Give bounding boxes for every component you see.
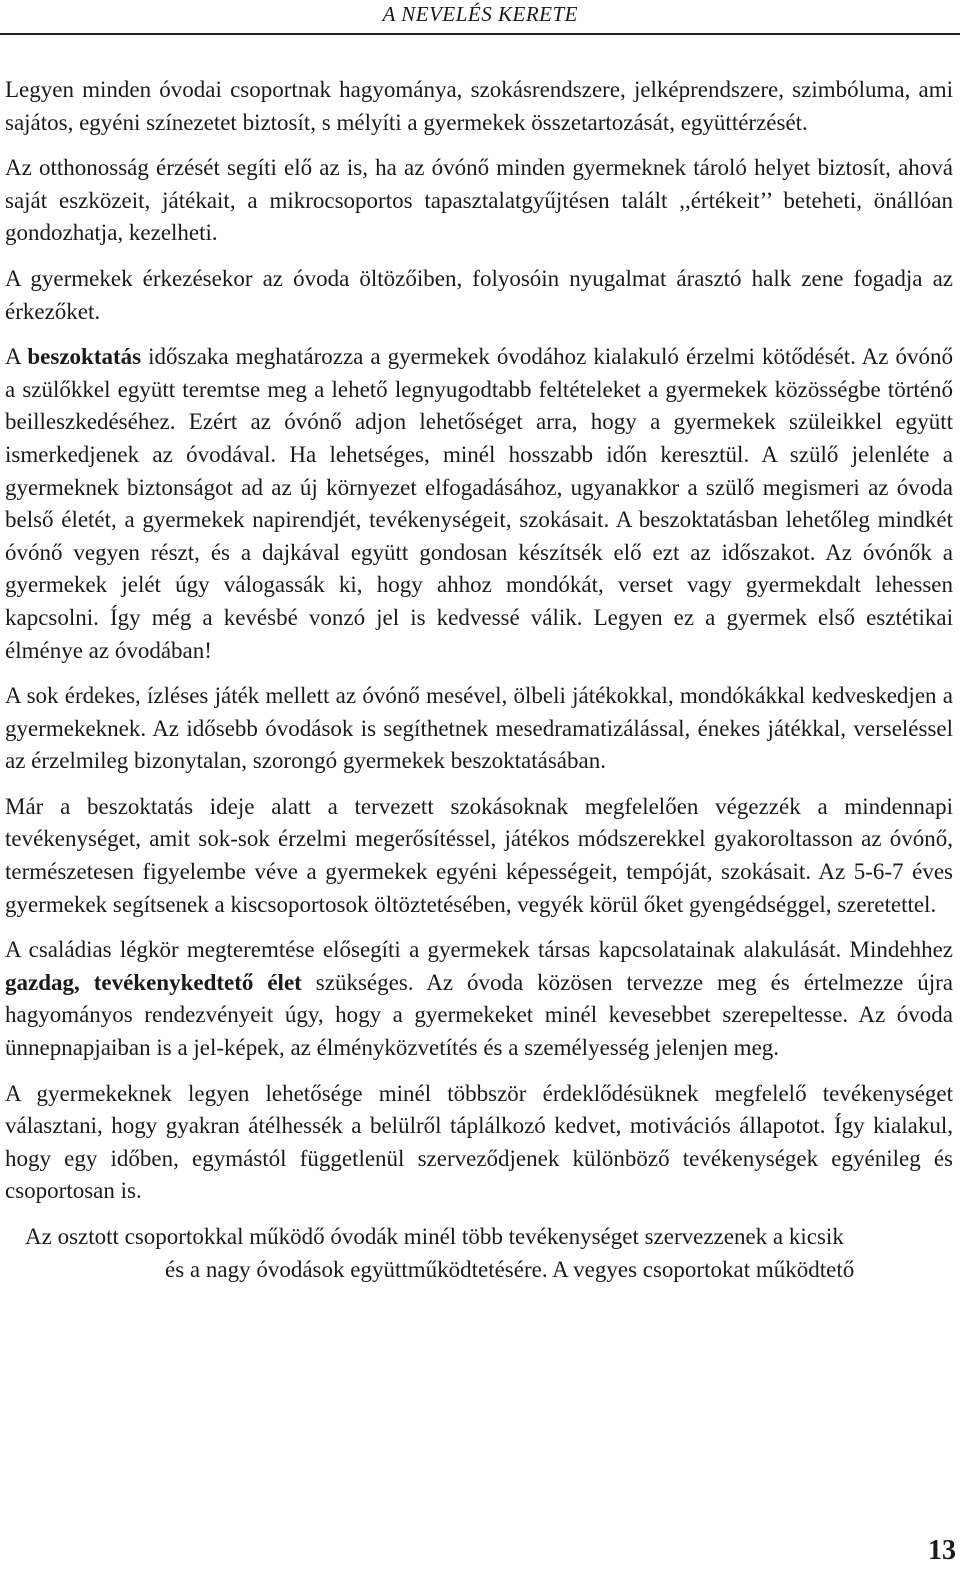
header-rule bbox=[0, 33, 960, 35]
paragraph-homeliness: Az otthonosság érzését segíti elő az is, ha az óvónő minden gyermeknek tároló helyet biztosít, ahová saját eszközeit, játékait, a mikrocsoportos tapasztalatgyűjtésen talált ,,értékeit’’ beteheti, önállóan gondozhatja, kezelheti. bbox=[5, 155, 953, 246]
paragraph-family-rest: szükséges. Az óvoda közösen tervezze meg és értelmezze újra hagyományos rendezvényeit úgy, hogy a gyermekeket minél kevesebbet szerepeltesse. Az óvoda ünnepnapjaiban is a jel-képek, az élményközvetítés és a személyesség jelenjen meg. bbox=[5, 969, 953, 1061]
running-header-title: A NEVELÉS KERETE bbox=[382, 2, 578, 26]
term-beszoktatas: beszoktatás bbox=[27, 344, 142, 370]
paragraph-arrival: A gyermekek érkezésekor az óvoda öltözőiben, folyosóin nyugalmat árasztó halk zene fogadja az érkezőket. bbox=[5, 265, 953, 324]
paragraph-games: A sok érdekes, ízléses játék mellett az óvónő mesével, ölbeli játékokkal, mondókákkal kedveskedjen a gyermekeknek. Az idősebb óvodások is segíthetnek mesedramatizálással, énekes játékkal, verseléssel az érzelmileg bizonytalan, szorongó gyermekek beszoktatásában. bbox=[5, 683, 953, 774]
paragraph-settling-in-start: A bbox=[5, 344, 28, 370]
paragraph-settling-in bbox=[5, 341, 953, 667]
paragraph-split-groups-line1: Az osztott csoportokkal működő óvodák minél több tevékenységet szervezzenek a kicsik bbox=[25, 1224, 844, 1249]
paragraph-family-atmosphere bbox=[5, 934, 953, 1064]
paragraph-split-groups bbox=[5, 1221, 953, 1286]
paragraph-split-groups-line2: és a nagy óvodások együttműködtetésére. A vegyes csoportokat működtető bbox=[165, 1256, 855, 1282]
paragraph-settling-in-rest: időszaka meghatározza a gyermekek óvodához kialakuló érzelmi kötődését. Az óvónő a szülőkkel együtt teremtse meg a lehető legnyugodtabb feltételeket a gyermekek közösségbe történő beilleszkedéséhez. Ezért az óvónő adjon lehetőséget arra, hogy a gyermekek szüleikkel együtt ismerkedjenek az óvodával. Ha lehetséges, minél hosszabb időn keresztül. A szülő jelenléte a gyermeknek biztonságot ad az új környezet elfogadásához, ugyanakkor a szülő megismeri az óvoda belső életét, a gyermekek napirendjét, tevékenységeit, szokásait. A beszoktatásban lehetőleg mindkét óvónő vegyen részt, és a dajkával együtt gondosan készítsék elő ezt az időszakot. Az óvónők a gyermekek jelét úgy válogassák ki, hogy ahhoz mondókát, verset vagy gyermekdalt lehessen kapcsolni. Így még a kevésbé vonzó jel is kedvessé válik. Legyen ez a gyermek első esztétikai élménye az óvodában! bbox=[5, 344, 953, 663]
page-number: 13 bbox=[928, 1535, 956, 1566]
term-rich-active-life: gazdag, tevékenykedtető élet bbox=[5, 969, 302, 995]
paragraph-tradition: Legyen minden óvodai csoportnak hagyománya, szokásrendszere, jelképrendszere, szimbóluma, ami sajátos, egyéni színezetet biztosít, s mélyíti a gyermekek összetartozását, együttérzését. bbox=[5, 77, 953, 135]
paragraph-activity-choice: A gyermekeknek legyen lehetősége minél többször érdeklődésüknek megfelelő tevékenységet választani, hogy gyakran átélhessék a belülről táplálkozó kedvet, motivációs állapotot. Így kialakul, hogy egy időben, egymástól függetlenül szerveződjenek különböző tevékenységek egyénileg és csoportosan is. bbox=[5, 1080, 953, 1204]
paragraph-family-start: A családias légkör megteremtése elősegíti a gyermekek társas kapcsolatainak alakulását. Mindehhez bbox=[5, 937, 953, 963]
paragraph-habits: Már a beszoktatás ideje alatt a tervezett szokásoknak megfelelően végezzék a mindennapi tevékenységet, amit sok-sok érzelmi megerősítéssel, játékos módszerekkel gyakoroltasson az óvónő, természetesen figyelembe véve a gyermekek egyéni képességeit, tempóját, szokásait. Az 5-6-7 éves gyermekek segítsenek a kiscsoportosok öltöztetésében, vegyék körül őket gyengédséggel, szeretettel. bbox=[5, 793, 953, 917]
page-header bbox=[0, 0, 960, 34]
page-body bbox=[5, 74, 953, 1299]
